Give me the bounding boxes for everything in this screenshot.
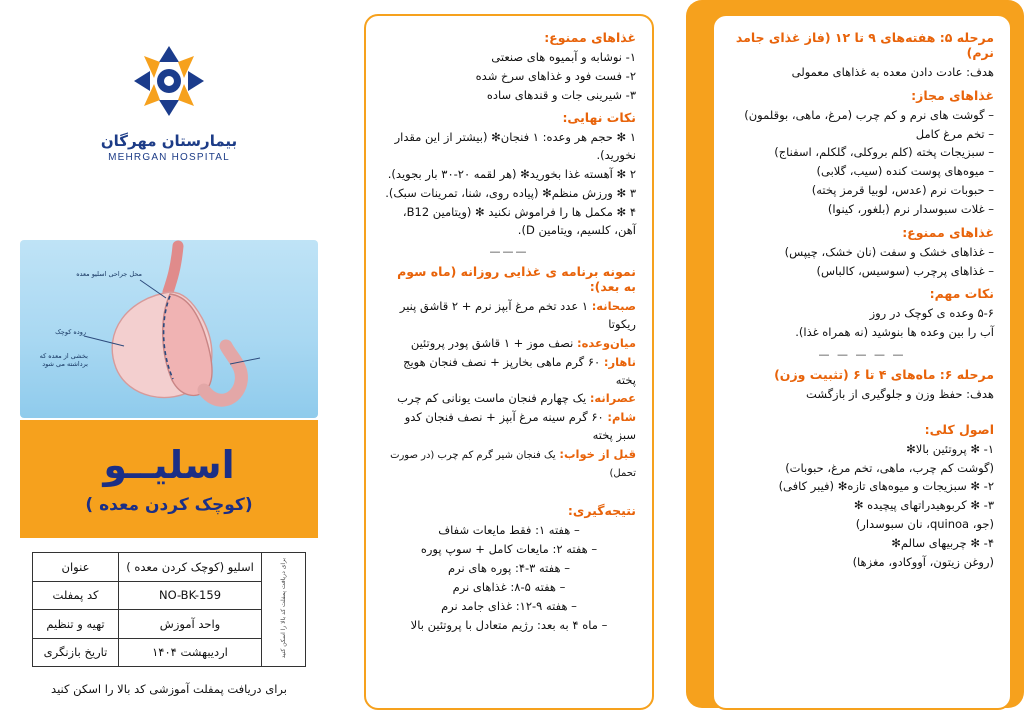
list-item: – هفته ۳-۴: پوره های نرم: [448, 561, 570, 576]
final-tips-title: نکات نهایی:: [562, 110, 636, 126]
list-item: – هفته ۹-۱۲: غذای جامد نرم: [441, 598, 577, 613]
meal-text: ۶۰ گرم ماهی بخارپز + نصف فنجان هویج پخته: [403, 354, 636, 387]
meal-text: ۱ عدد تخم مرغ آبپز نرم + ۲ قاشق پنیر ریکوتا: [399, 299, 636, 332]
stage5-key-title: نکات مهم:: [929, 286, 994, 302]
stage5-forbidden-title: غذاهای ممنوع:: [902, 224, 994, 240]
list-item: [382, 354, 636, 390]
stage5-allowed-title: غذاهای مجاز:: [911, 87, 994, 103]
list-item: – سبزیجات پخته (کلم بروکلی، گلکلم، اسفناج): [774, 145, 994, 160]
list-item: آب را بین وعده ها بنوشید (نه همراه غذا).: [795, 325, 994, 340]
list-item: (گوشت کم چرب، ماهی، تخم مرغ، حبوبات): [785, 460, 994, 475]
meal-label: شام:: [607, 410, 636, 425]
list-item: – غلات سبوسدار نرم (بلغور، کینوا): [827, 201, 994, 216]
meal-label: ناهار:: [603, 354, 636, 369]
list-item: – گوشت های نرم و کم چرب (مرغ، ماهی، بوقلمون): [744, 107, 994, 122]
list-item: ۲ ✻ آهسته غذا بخورید✻ (هر لقمه ۲۰-۳۰ بار بجوید).: [387, 167, 636, 182]
list-item: – تخم مرغ کامل: [915, 126, 994, 141]
list-item: ۱ ✻ حجم هر وعده: ۱ فنجان✻ (بیشتر از این مقدار نخورید).: [394, 130, 636, 163]
list-item: ۲- فست فود و غذاهای سرخ شده: [475, 68, 636, 83]
list-item: (روغن زیتون، آووکادو، مغزها): [852, 554, 994, 569]
list-item: ۴ ✻ مکمل ها را فراموش نکنید ✻ (ویتامین B12، آهن، کلسیم، ویتامین D).: [402, 204, 636, 237]
list-item: ۴- ✻ چربیهای سالم✻: [891, 535, 994, 550]
list-item: ۳ ✻ ورزش منظم✻ (پیاده روی، شنا، تمرینات سبک).: [385, 185, 636, 200]
stage6-goal: هدف: حفظ وزن و جلوگیری از بازگشت: [806, 386, 994, 401]
stage5-title: مرحله ۵: هفته‌های ۹ تا ۱۲ (فاز غذای جامد نرم): [735, 30, 994, 60]
list-item: – هفته ۱: فقط مایعات شفاف: [438, 523, 580, 538]
list-item: (جو، quinoa، نان سبوسدار): [855, 517, 994, 531]
meal-label: عصرانه:: [589, 391, 636, 406]
middle-content-panel: [364, 14, 654, 710]
stage6-title: مرحله ۶: ماه‌های ۴ تا ۶ (تثبیت وزن): [774, 366, 994, 382]
right-content-panel: [712, 14, 1012, 710]
list-item: ۳- ✻ کربوهیدراتهای پیچیده ✻: [853, 498, 994, 513]
divider: — — — — —: [818, 347, 906, 361]
list-item: – غذاهای خشک و سفت (نان خشک، چیپس): [784, 244, 994, 259]
list-item: – هفته ۵-۸: غذاهای نرم: [452, 579, 566, 594]
list-item: [382, 446, 636, 482]
list-item: ۱- نوشابه و آبمیوه های صنعتی: [491, 50, 636, 64]
list-item: ۱- ✻ پروتئین بالا✻: [906, 441, 994, 456]
forbidden-foods-title: غذاهای ممنوع:: [544, 30, 636, 45]
divider: ———: [489, 245, 529, 259]
list-item: – غذاهای پرچرب (سوسیس، کالباس): [816, 263, 994, 278]
daily-plan-title: نمونه برنامه ی غذایی روزانه (ماه سوم به بعد):: [397, 264, 636, 295]
stage5-goal: هدف: عادت دادن معده به غذاهای معمولی: [791, 65, 994, 79]
list-item: ۲- ✻ سبزیجات و میوه‌های تازه✻ (فیبر کافی): [778, 479, 994, 494]
meal-text: ۶۰ گرم سینه مرغ آبپز + نصف فنجان کدو سبز پخته: [404, 410, 636, 442]
list-item: – میوه‌های پوست کنده (سیب، گلابی): [816, 164, 994, 179]
meal-label: صبحانه:: [591, 299, 636, 314]
stage6-principles-title: اصول کلی:: [924, 421, 994, 437]
meal-text: یک چهارم فنجان ماست یونانی کم چرب: [397, 391, 587, 406]
list-item: – ماه ۴ به بعد: رژیم متعادل با پروتئین بالا: [410, 617, 608, 632]
list-item: – هفته ۲: مایعات کامل + سوپ پوره: [420, 542, 598, 557]
list-item: [382, 335, 636, 353]
cover-panel: بیمارستان مهرگان MEHRGAN HOSPITAL محل جراحی اسلیو معده روده کوچک بخشی از معده که برداشته می شود اسلیــو (کوچک کردن معده ) برای دریافت پمفلت کد بالا را اسکن کنید اسلیو (کوچک کردن معده ) عنوان NO-BK-159 کد پمفلت واحد آموزش تهیه و تنظیم اردیبهشت ۱۴۰۴ تاریخ بازنگری برای دریافت پمفلت آموزشی کد بالا را اسکن کنید: [686, 0, 1024, 708]
list-item: [382, 409, 636, 445]
meal-label: قبل از خواب:: [559, 446, 636, 461]
conclusion-title: نتیجه‌گیری:: [567, 503, 636, 519]
list-item: – حبوبات نرم (عدس، لوبیا قرمز پخته): [811, 183, 994, 198]
list-item: ۳- شیرینی جات و قندهای ساده: [486, 87, 636, 102]
list-item: ۵-۶ وعده ی کوچک در روز: [869, 306, 994, 321]
list-item: [382, 390, 636, 408]
meal-text: یک فنجان شیر گرم کم چرب (در صورت تحمل): [390, 449, 636, 479]
meal-text: نصف موز + ۱ قاشق پودر پروتئین: [410, 335, 574, 350]
meal-label: میان‌وعده:: [577, 335, 636, 350]
list-item: [382, 298, 636, 334]
